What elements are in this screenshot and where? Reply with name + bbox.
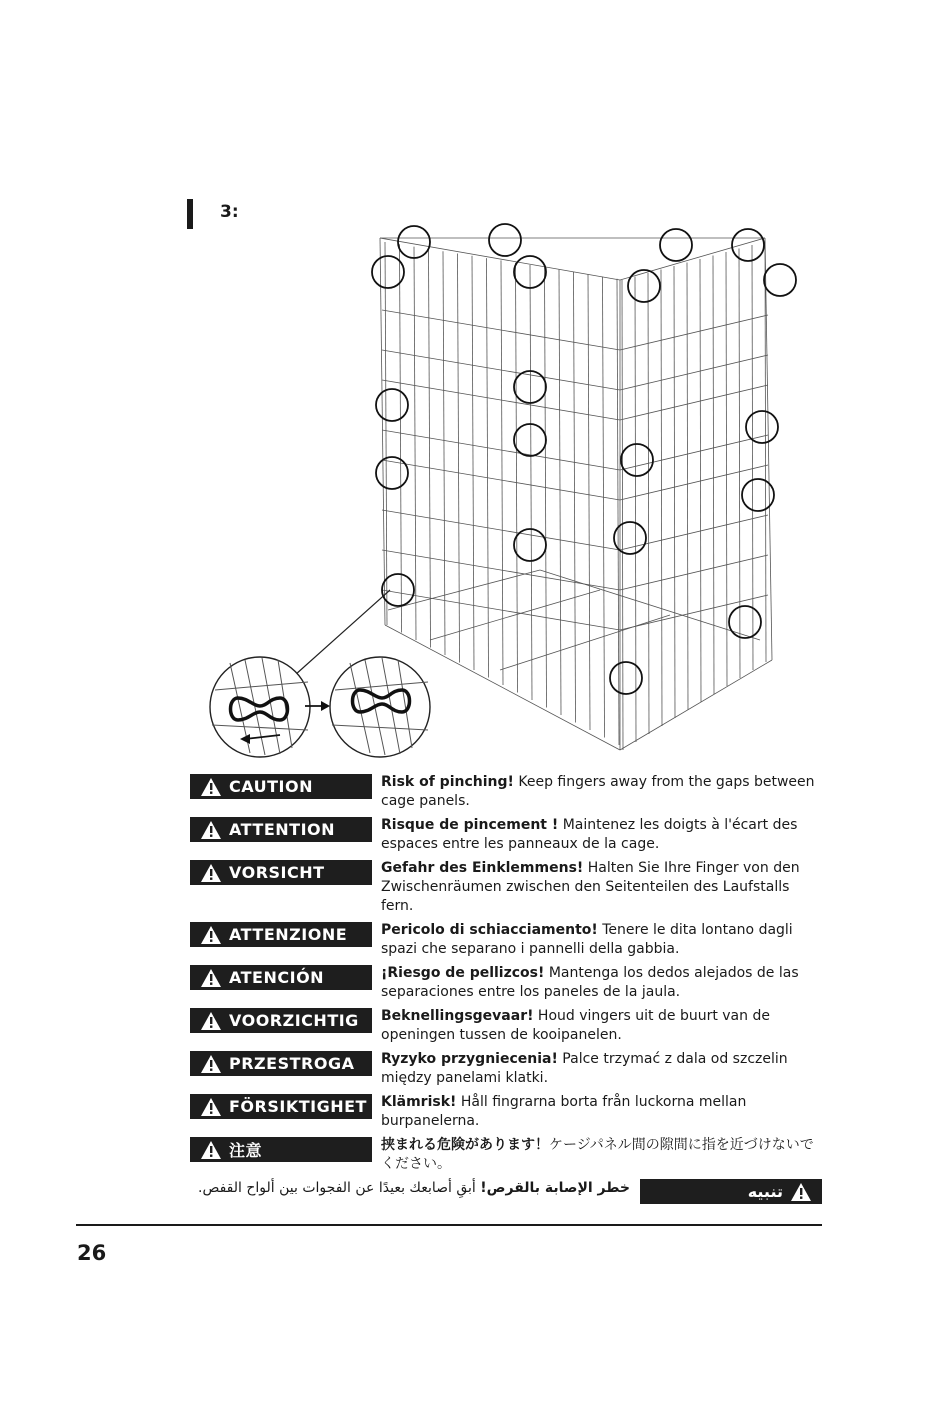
warning-body: Keep fingers away from the gaps between cage panels. [381,774,815,809]
warning-badge [190,1137,372,1162]
warning-triangle-icon [200,925,222,945]
warning-bold-arabic: خطر الإصابة بالقرص! [480,1180,630,1196]
warning-row [190,1136,822,1174]
warning-triangle-icon [200,1097,222,1117]
warning-row [190,1093,822,1131]
warning-badge [190,965,372,990]
step-marker-bar [187,199,193,229]
warning-bold: Risque de pincement ! [381,817,559,833]
warning-bold: 挟まれる危険があります！ [381,1137,549,1153]
warning-text [381,773,821,811]
warning-text [381,1093,821,1131]
warning-body: Håll fingrarna borta från luckorna mellan burpanelerna. [381,1094,747,1129]
warning-label: PRZESTROGA [229,1054,355,1073]
warning-badge [190,1051,372,1076]
arrow-right-head-icon [321,701,330,711]
warning-badge [190,817,372,842]
warning-triangle-icon [200,820,222,840]
warning-label: VOORZICHTIG [229,1011,359,1030]
warning-text-arabic [198,1179,630,1198]
warning-body: Maintenez les doigts à l'écart des espaces entre les panneaux de la cage. [381,817,798,852]
warning-bold: Klämrisk! [381,1094,457,1110]
warning-body: Palce trzymać z dala od szczelin między panelami klatki. [381,1051,788,1086]
warning-triangle-icon [200,1011,222,1031]
warning-row [190,816,822,854]
warning-bold: Gefahr des Einklemmens! [381,860,584,876]
warning-label: CAUTION [229,777,313,796]
warning-badge [190,922,372,947]
warning-text [381,1136,821,1174]
warning-triangle-icon [790,1182,812,1202]
warning-label: 注意 [229,1141,263,1160]
warning-text [381,1050,821,1088]
warning-body: ケージパネル間の隙間に指を近づけないでください。 [381,1137,814,1172]
warning-label: ATTENTION [229,820,336,839]
cage-clip-illustration [200,220,820,760]
warning-badge [190,1094,372,1119]
warning-triangle-icon [200,1054,222,1074]
warning-badge-arabic [640,1179,822,1204]
page-number: 26 [77,1241,107,1265]
warning-badge [190,774,372,799]
warning-body: Halten Sie Ihre Finger von den Zwischenräumen zwischen den Seitenteilen des Laufstalls fern. [381,860,800,914]
warning-label: ATENCIÓN [229,968,325,987]
warning-text [381,1007,821,1045]
warning-triangle-icon [200,777,222,797]
warning-badge [190,1008,372,1033]
warning-body: Mantenga los dedos alejados de las separaciones entre los paneles de la jaula. [381,965,799,1000]
warning-body: Houd vingers uit de buurt van de openingen tussen de kooipanelen. [381,1008,770,1043]
step-number: 3: [220,202,239,222]
warning-label-arabic: تنبيه [747,1182,783,1201]
warning-row [190,1007,822,1045]
warning-row [190,859,822,916]
warning-body: Tenere le dita lontano dagli spazi che separano i pannelli della gabbia. [381,922,793,957]
warning-bold: Beknellingsgevaar! [381,1008,534,1024]
warning-label: FÖRSIKTIGHET [229,1097,367,1116]
warning-triangle-icon [200,863,222,883]
warning-bold: ¡Riesgo de pellizcos! [381,965,545,981]
warning-row [190,921,822,959]
warning-row [190,1050,822,1088]
warning-text [381,964,821,1002]
warning-label: VORSICHT [229,863,325,882]
warning-body-arabic: أبقِ أصابعك بعيدًا عن الفجوات بين ألواح القفص. [198,1180,481,1196]
cage-wireframe [380,238,772,750]
warning-row [190,964,822,1002]
detail-circle-after [330,657,430,757]
warning-list [190,773,822,1204]
warning-bold: Pericolo di schiacciamento! [381,922,598,938]
footer-rule [76,1224,822,1226]
warning-triangle-icon [200,968,222,988]
warning-text [381,816,821,854]
warning-text [381,859,821,916]
clip-callout-circles [372,224,796,694]
warning-label: ATTENZIONE [229,925,348,944]
warning-row-arabic [190,1179,822,1204]
warning-row [190,773,822,811]
warning-text [381,921,821,959]
warning-bold: Risk of pinching! [381,774,514,790]
warning-bold: Ryzyko przygniecenia! [381,1051,558,1067]
warning-triangle-icon [200,1140,222,1160]
warning-badge [190,860,372,885]
